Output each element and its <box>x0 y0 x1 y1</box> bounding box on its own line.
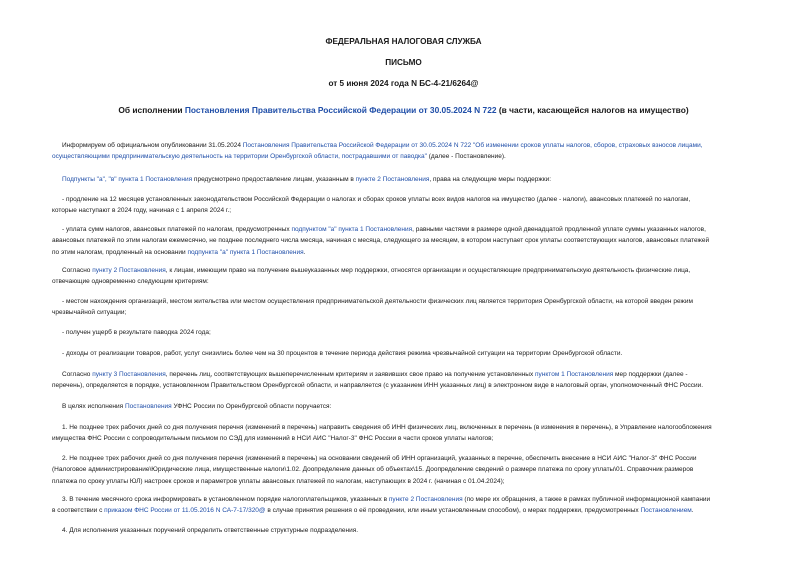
text-line: отвечающие одновременно следующим критериям: <box>52 278 209 286</box>
text-segment: Согласно <box>62 267 93 274</box>
resolution-link[interactable]: Постановления <box>124 403 172 410</box>
text-line: 2. Не позднее трех рабочих дней со дня получения перечня (изменений в перечень) на основании сведений об ИНН организаций, указанных в перечне, обеспечить внесение в НСИ АИС "Налог-3" ФНС России <box>62 455 697 462</box>
subject-suffix: (в части, касающейся налогов на имущество) <box>496 105 689 115</box>
paragraph-instruction-4 <box>52 525 769 536</box>
paragraph-criterion-income <box>52 348 769 359</box>
paragraph-criterion-damage <box>52 327 769 338</box>
clause-1-link[interactable]: пунктом 1 Постановления <box>535 371 614 378</box>
text-segment: , перечень лиц, соответствующих вышеперечисленным критериям и заявивших свое право на получение установленных <box>165 371 536 378</box>
text-line: имущества ФНС России с сопроводительным письмом по СЭД для изменений в НСИ АИС "Налог-3" ФНС России в части сроков уплаты налогов; <box>52 435 494 443</box>
text-line: - местом нахождения организаций, местом жительства или местом осуществления предпринимательской деятельности физических лиц является территория Оренбургской области, на которой введен режим <box>62 298 693 305</box>
paragraph-instruction-3 <box>52 494 769 517</box>
text-segment: Согласно <box>62 371 93 378</box>
text-segment: в соответствии с <box>52 507 105 515</box>
clause-2-link-2[interactable]: пункту 2 Постановления <box>92 267 166 274</box>
text-line: чрезвычайной ситуации; <box>52 309 127 317</box>
text-segment: , к лицам, имеющим право на получение вышеуказанных мер поддержки, относятся организации и осуществляющие предпринимательскую деятельность физические лица, <box>165 267 691 274</box>
clause-2-link-3[interactable]: пункте 2 Постановления <box>388 496 463 503</box>
text-line: которые наступают в 2024 году, начиная с 1 апреля 2024 г.; <box>52 207 232 215</box>
text-line: (Налоговое администрирование\Юридические лица, имущественные налоги\1.02. Доопределение данных об объектах\15. Доопределение сведений о размере платежа по сроку уплаты\01. Справочник размеров <box>52 466 694 474</box>
text-line: - получен ущерб в результате паводка 2024 года; <box>62 329 211 336</box>
paragraph-instruction-1 <box>52 422 769 445</box>
text-line: авансовых платежей по этим налогам ежемесячно, не позднее последнего числа месяца, начиная с месяца, следующего за месяцем, в котором наступает срок уплаты соответствующих налогов, авансовых платежей <box>52 237 710 245</box>
paragraph-extension <box>52 194 769 217</box>
clause-2-link[interactable]: пункте 2 Постановления <box>355 176 430 183</box>
clause-3-link[interactable]: пункту 3 Постановления <box>92 371 166 378</box>
text-line: платежа по сроку уплаты ЮЛ) настроек сроков и параметров уплаты авансовых платежей по налогам, наступающих в 2024 г. (начиная с 01.04.2024); <box>52 477 505 485</box>
paragraph-list-of-persons <box>52 369 769 392</box>
paragraph-installments <box>52 224 769 258</box>
text-line: - продление на 12 месяцев установленных законодательством Российской Федерации о налогах и сборах сроков уплаты всех видов налогов на имущество (далее - налоги), авансовых платежей по налогам, <box>62 196 691 203</box>
paragraph-instructions-intro <box>52 401 769 412</box>
text-segment: Информируем об официальном опубликовании 31.05.2024 <box>62 142 243 149</box>
text-segment: В целях исполнения <box>62 403 125 410</box>
paragraph-instruction-2 <box>52 453 769 487</box>
text-segment: 3. В течение месячного срока информировать в установленном порядке налогоплательщиков, указанных в <box>62 496 389 503</box>
subparagraph-a-link[interactable]: подпунктом "а" пункта 1 Постановления <box>291 226 413 233</box>
text-segment: по этим налогам, продленный на основании <box>52 248 188 256</box>
text-line: 1. Не позднее трех рабочих дней со дня получения перечня (изменений в перечень) направить сведения об ИНН физических лиц, включенных в перечень (в изменения в перечень), в Управление налогообложения <box>62 424 712 431</box>
text-segment: предусмотрено предоставление лицам, указанным в <box>192 176 356 183</box>
paragraph-criterion-location <box>52 296 769 319</box>
document-date-number: от 5 июня 2024 года N БС-4-21/6264@ <box>328 79 479 88</box>
text-segment: , права на следующие меры поддержки: <box>429 176 552 183</box>
text-line: - доходы от реализации товаров, работ, услуг снизились более чем на 30 процентов в течение периода действия режима чрезвычайной ситуации на территории Оренбургской области. <box>62 350 623 357</box>
text-segment: (далее - Постановление). <box>426 153 506 161</box>
subparagraphs-link[interactable]: Подпункты "а", "в" пункта 1 Постановления <box>62 176 193 183</box>
text-segment: мер поддержки (далее - <box>613 371 688 378</box>
paragraph-publication <box>52 140 769 163</box>
text-line: перечень), определяется в порядке, установленном Правительством Оренбургской области, и направляется (с указанием ИНН указанных лиц) в электронном виде в налоговый орган, уполномоченный ФНС России. <box>52 382 704 390</box>
text-line: 4. Для исполнения указанных поручений определить ответственные структурные подразделения. <box>62 527 359 534</box>
subject-resolution-link[interactable]: Постановления Правительства Российской Федерации от 30.05.2024 N 722 <box>184 105 497 115</box>
text-segment: . <box>303 248 306 256</box>
subject-prefix: Об исполнении <box>118 105 185 115</box>
text-segment: (по мере их обращения, а также в рамках публичной информационной кампании <box>462 496 711 503</box>
document-subject <box>0 105 807 115</box>
agency-title: ФЕДЕРАЛЬНАЯ НАЛОГОВАЯ СЛУЖБА <box>325 37 482 46</box>
resolution-722-link-cont[interactable]: осуществляющими предпринимательскую деятельность на территории Оренбургской области, пострадавшими от паводка" <box>52 153 427 161</box>
text-segment: - уплата сумм налогов, авансовых платежей по налогам, предусмотренных <box>62 226 292 233</box>
document-type: ПИСЬМО <box>385 58 422 67</box>
text-segment: . <box>691 507 694 515</box>
subparagraph-a-link-2[interactable]: подпункта "а" пункта 1 Постановления <box>187 248 304 256</box>
text-segment: УФНС России по Оренбургской области поручается: <box>171 403 332 410</box>
fns-order-link[interactable]: приказом ФНС России от 11.05.2016 N СА-7-17/320@ <box>104 507 266 515</box>
paragraph-eligible-persons <box>52 265 769 288</box>
resolution-link-2[interactable]: Постановлением <box>640 507 692 515</box>
paragraph-support-measures <box>52 174 769 185</box>
text-segment: в случае принятия решения о её проведении, или иным установленным способом), о мерах поддержки, предусмотренных <box>265 507 641 515</box>
text-segment: , равными частями в размере одной двенадцатой продленной уплате суммы указанных налогов, <box>412 226 706 233</box>
resolution-722-link[interactable]: Постановления Правительства Российской Федерации от 30.05.2024 N 722 "Об изменении сроков уплаты налогов, сборов, страховых взносов лицами, <box>242 142 703 149</box>
